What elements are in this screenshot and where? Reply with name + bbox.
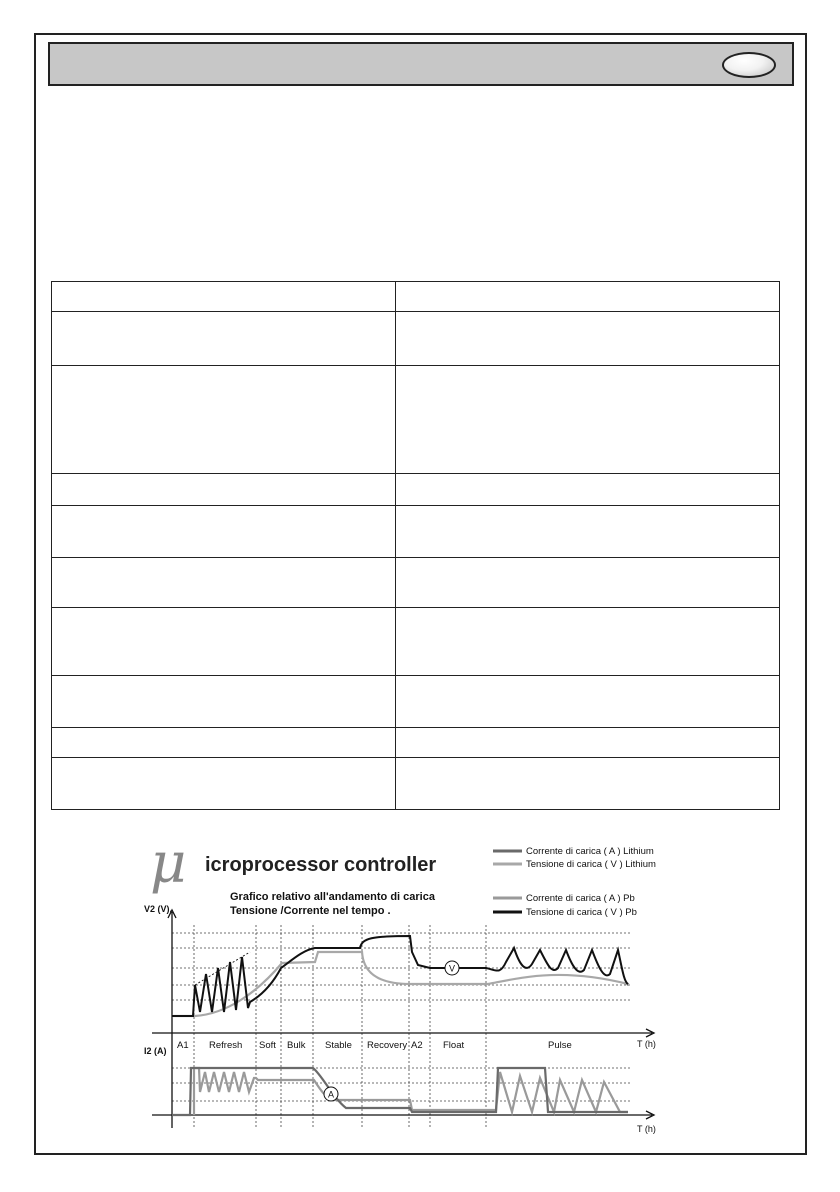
- svg-text:A: A: [327, 1089, 335, 1100]
- grid-lines: [172, 925, 630, 1128]
- series-line-lithium-current: [172, 1068, 628, 1115]
- y-axis-label-voltage: V2 (V).: [144, 904, 173, 914]
- phase-label: A2: [411, 1040, 423, 1051]
- phase-label: Refresh: [209, 1040, 243, 1051]
- legend-label: Corrente di carica ( A ) Lithium: [526, 846, 654, 857]
- legend-label: Tensione di carica ( V ) Lithium: [526, 859, 656, 870]
- legend-label: Corrente di carica ( A ) Pb: [526, 893, 635, 904]
- chart-subtitle-line1: Grafico relativo all'andamento di carica: [230, 891, 435, 903]
- phase-label: Bulk: [287, 1040, 306, 1051]
- marker-v: [445, 961, 459, 975]
- svg-text:V: V: [448, 963, 456, 974]
- marker-a: [324, 1087, 338, 1101]
- series-line-lithium-voltage: [172, 952, 628, 1016]
- phase-label: Pulse: [548, 1040, 572, 1051]
- legend-label: Tensione di carica ( V ) Pb: [526, 907, 637, 918]
- chart-title: icroprocessor controller: [205, 854, 437, 876]
- mu-symbol: μ: [150, 831, 187, 896]
- x-axis-label-bottom: T (h): [637, 1124, 656, 1134]
- chart-subtitle-line2: Tensione /Corrente nel tempo .: [230, 905, 391, 917]
- phase-label: A1: [177, 1040, 189, 1051]
- phase-label: Stable: [325, 1040, 352, 1051]
- phase-label: Float: [443, 1040, 465, 1051]
- phase-labels: [177, 1040, 572, 1051]
- phase-label: Recovery: [367, 1040, 408, 1051]
- x-axis-label: T (h): [637, 1039, 656, 1049]
- y-axis-label-current: I2 (A): [144, 1046, 167, 1056]
- phase-label: Soft: [259, 1040, 276, 1051]
